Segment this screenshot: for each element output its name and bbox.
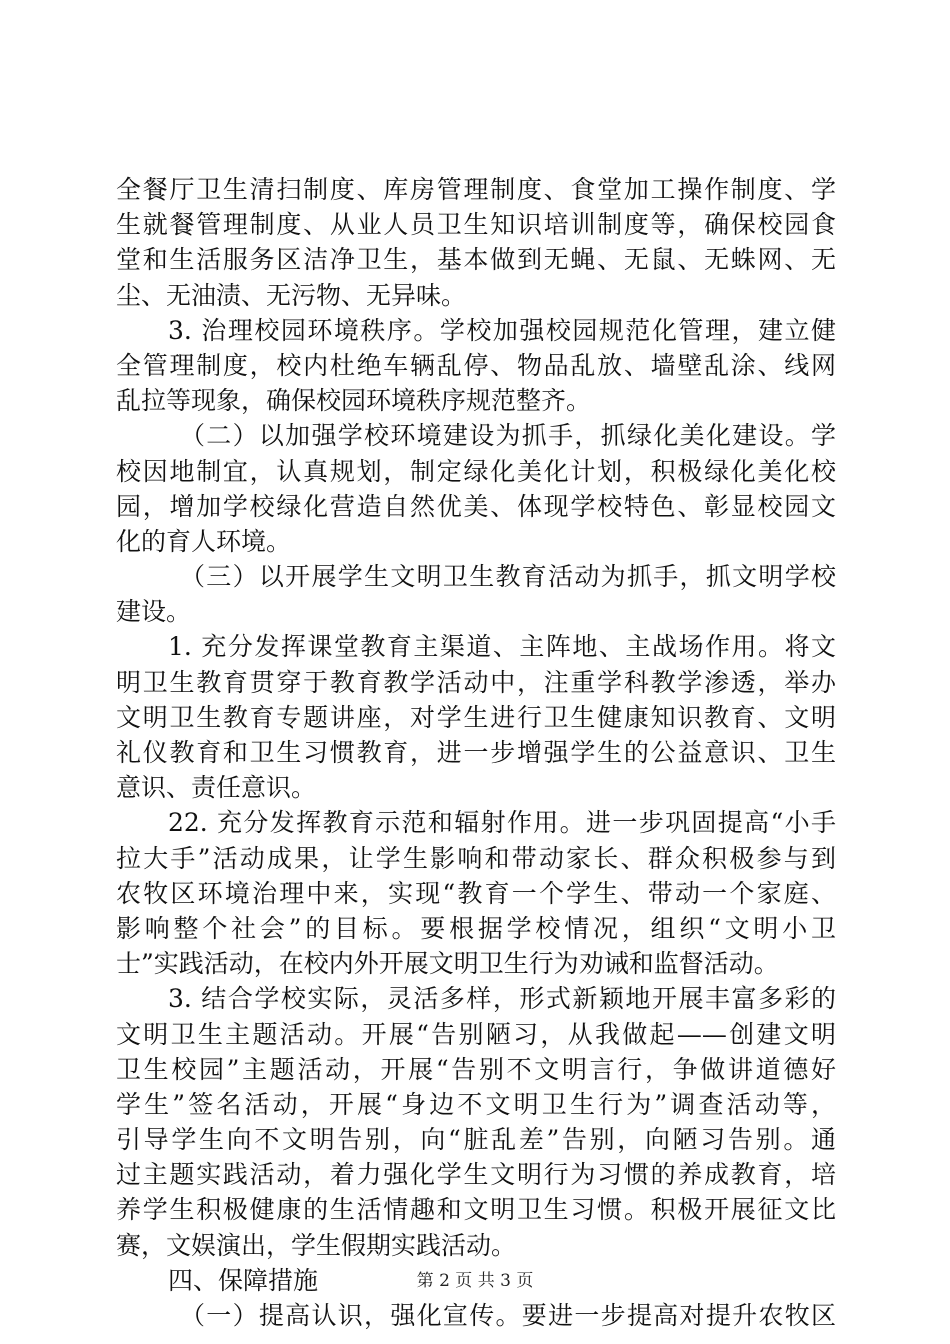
text-line: 园，增加学校绿化营造自然优美、体现学校特色、彰显校园文	[116, 491, 836, 521]
text-line: 校因地制宜，认真规划，制定绿化美化计划，积极绿化美化校	[116, 456, 836, 486]
text-line: 明卫生教育贯穿于教育教学活动中，注重学科教学渗透，举办	[116, 667, 836, 697]
text-line: 引导学生向不文明告别，向“脏乱差”告别，向陋习告别。通	[116, 1125, 836, 1155]
text-line: 乱拉等现象，确保校园环境秩序规范整齐。	[116, 386, 592, 416]
text-line: 影响整个社会”的目标。要根据学校情况，组织“文明小卫	[116, 913, 836, 943]
text-line: 四、保障措施	[168, 1265, 319, 1295]
text-line: 3. 结合学校实际，灵活多样，形式新颖地开展丰富多彩的	[168, 984, 836, 1014]
text-line: （一）提高认识，强化宣传。要进一步提高对提升农牧区	[180, 1301, 836, 1330]
text-line: 生就餐管理制度、从业人员卫生知识培训制度等，确保校园食	[116, 210, 836, 240]
text-line: 22. 充分发挥教育示范和辐射作用。进一步巩固提高“小手	[168, 808, 836, 838]
text-line: 拉大手”活动成果，让学生影响和带动家长、群众积极参与到	[116, 843, 836, 873]
text-line: 文明卫生教育专题讲座，对学生进行卫生健康知识教育、文明	[116, 702, 836, 732]
text-line: 赛，文娱演出，学生假期实践活动。	[116, 1230, 517, 1260]
text-line: 堂和生活服务区洁净卫生，基本做到无蝇、无鼠、无蛛网、无	[116, 245, 836, 275]
text-line: 3. 治理校园环境秩序。学校加强校园规范化管理，建立健	[168, 315, 836, 345]
text-line: 士”实践活动，在校内外开展文明卫生行为劝诫和监督活动。	[116, 949, 779, 979]
text-line: 意识、责任意识。	[116, 773, 317, 803]
text-line: 全餐厅卫生清扫制度、库房管理制度、食堂加工操作制度、学	[116, 175, 836, 204]
text-line: 化的育人环境。	[116, 526, 292, 556]
text-line: 过主题实践活动，着力强化学生文明行为习惯的养成教育，培	[116, 1160, 836, 1190]
text-line: （三）以开展学生文明卫生教育活动为抓手，抓文明学校	[180, 562, 836, 592]
text-line: 卫生校园”主题活动，开展“告别不文明言行，争做讲道德好	[116, 1054, 836, 1084]
page-footer: 第 2 页 共 3 页	[416, 1271, 534, 1291]
text-line: 建设。	[116, 597, 192, 627]
document-body	[116, 172, 836, 1333]
text-line: 文明卫生主题活动。开展“告别陋习，从我做起——创建文明	[116, 1019, 836, 1049]
text-line: 养学生积极健康的生活情趣和文明卫生习惯。积极开展征文比	[116, 1195, 836, 1225]
text-line: 尘、无油渍、无污物、无异味。	[116, 280, 467, 310]
text-line: 全管理制度，校内杜绝车辆乱停、物品乱放、墙壁乱涂、线网	[116, 350, 836, 380]
text-line: 农牧区环境治理中来，实现“教育一个学生、带动一个家庭、	[116, 878, 836, 908]
text-line: 礼仪教育和卫生习惯教育，进一步增强学生的公益意识、卫生	[116, 738, 836, 767]
text-line: （二）以加强学校环境建设为抓手，抓绿化美化建设。学	[180, 421, 836, 451]
text-line: 学生”签名活动，开展“身边不文明卫生行为”调查活动等，	[116, 1089, 836, 1119]
text-line: 1. 充分发挥课堂教育主渠道、主阵地、主战场作用。将文	[168, 632, 836, 662]
